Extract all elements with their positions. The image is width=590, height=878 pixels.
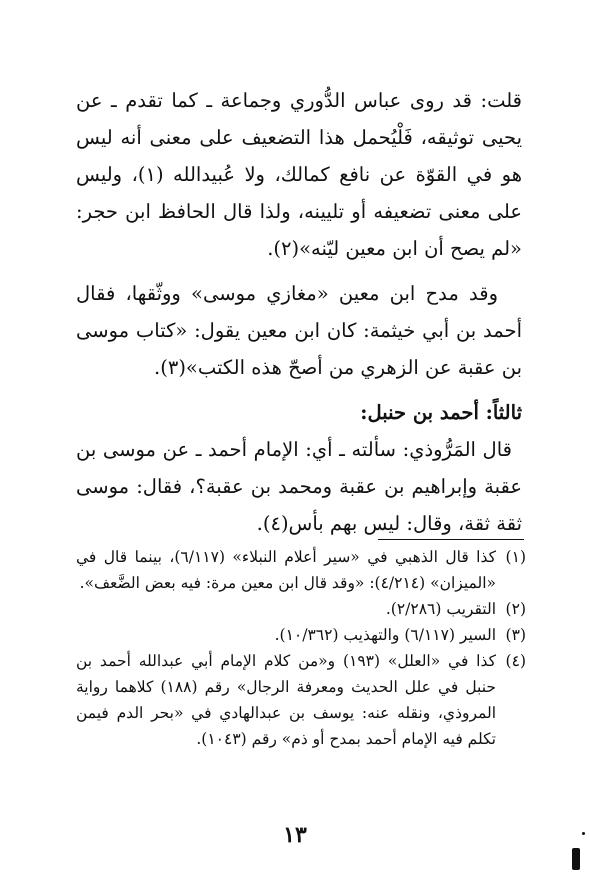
footnote-text: كذا قال الذهبي في «سير أعلام النبلاء» (٦/١١٧)، بينما قال في «الميزان» (٤/٢١٤): «وقد قال ابن معين مرة: فيه بعض الضَّعف». xyxy=(76,548,496,592)
footnote-number: (٢) xyxy=(505,600,526,618)
footnotes xyxy=(76,544,526,752)
body-paragraph-3: قال المَرُّوذي: سألته ـ أي: الإمام أحمد ـ عن موسى بن عقبة وإبراهيم بن عقبة ومحمد بن عقبة؟، فقال: موسى ثقة ثقة، وقال: ليس بهم بأس(٤). xyxy=(76,438,522,535)
footnote-3 xyxy=(76,622,526,648)
scan-speck xyxy=(582,832,585,835)
footnote-number: (٤) xyxy=(505,652,526,670)
footnote-separator xyxy=(378,539,524,540)
main-text xyxy=(76,82,522,542)
section-heading: ثالثاً: أحمد بن حنبل: xyxy=(360,401,522,424)
footnote-2 xyxy=(76,596,526,622)
footnote-text: كذا في «العلل» (١٩٣) و«من كلام الإمام أبي عبدالله أحمد بن حنبل في علل الحديث ومعرفة الرجال» رقم (١٨٨) كلاهما رواية المروذي، ونقله عنه: يوسف بن عبدالهادي في «بحر الدم فيمن تكلم فيه الإمام أحمد بمدح أو ذم» رقم (١٠٤٣). xyxy=(76,652,496,748)
footnote-4 xyxy=(76,648,526,752)
footnote-text: السير (٦/١١٧) والتهذيب (١٠/٣٦٢). xyxy=(274,626,496,644)
footnote-number: (٣) xyxy=(505,626,526,644)
body-paragraph-2: وقد مدح ابن معين «مغازي موسى» ووثّقها، فقال أحمد بن أبي خيثمة: كان ابن معين يقول: «كتاب موسى بن عقبة عن الزهري من أصحّ هذه الكتب»(٣). xyxy=(76,282,522,379)
footnote-text: التقريب (٢/٢٨٦). xyxy=(385,600,496,618)
page-number: ١٣ xyxy=(283,822,307,848)
footnote-1 xyxy=(76,544,526,596)
footnote-number: (١) xyxy=(505,548,526,566)
body-paragraph-1: قلت: قد روى عباس الدُّوري وجماعة ـ كما تقدم ـ عن يحيى توثيقه، فَلْيُحمل هذا التضعيف على معنى أنه ليس هو في القوّة عن نافع كمالك، ولا عُبيدالله (١)، وليس على معنى تضعيفه أو تليينه، ولذا قال الحافظ ابن حجر: «لم يصح أن ابن معين ليّنه»(٢). xyxy=(76,89,522,260)
scan-edge-mark xyxy=(572,848,580,870)
